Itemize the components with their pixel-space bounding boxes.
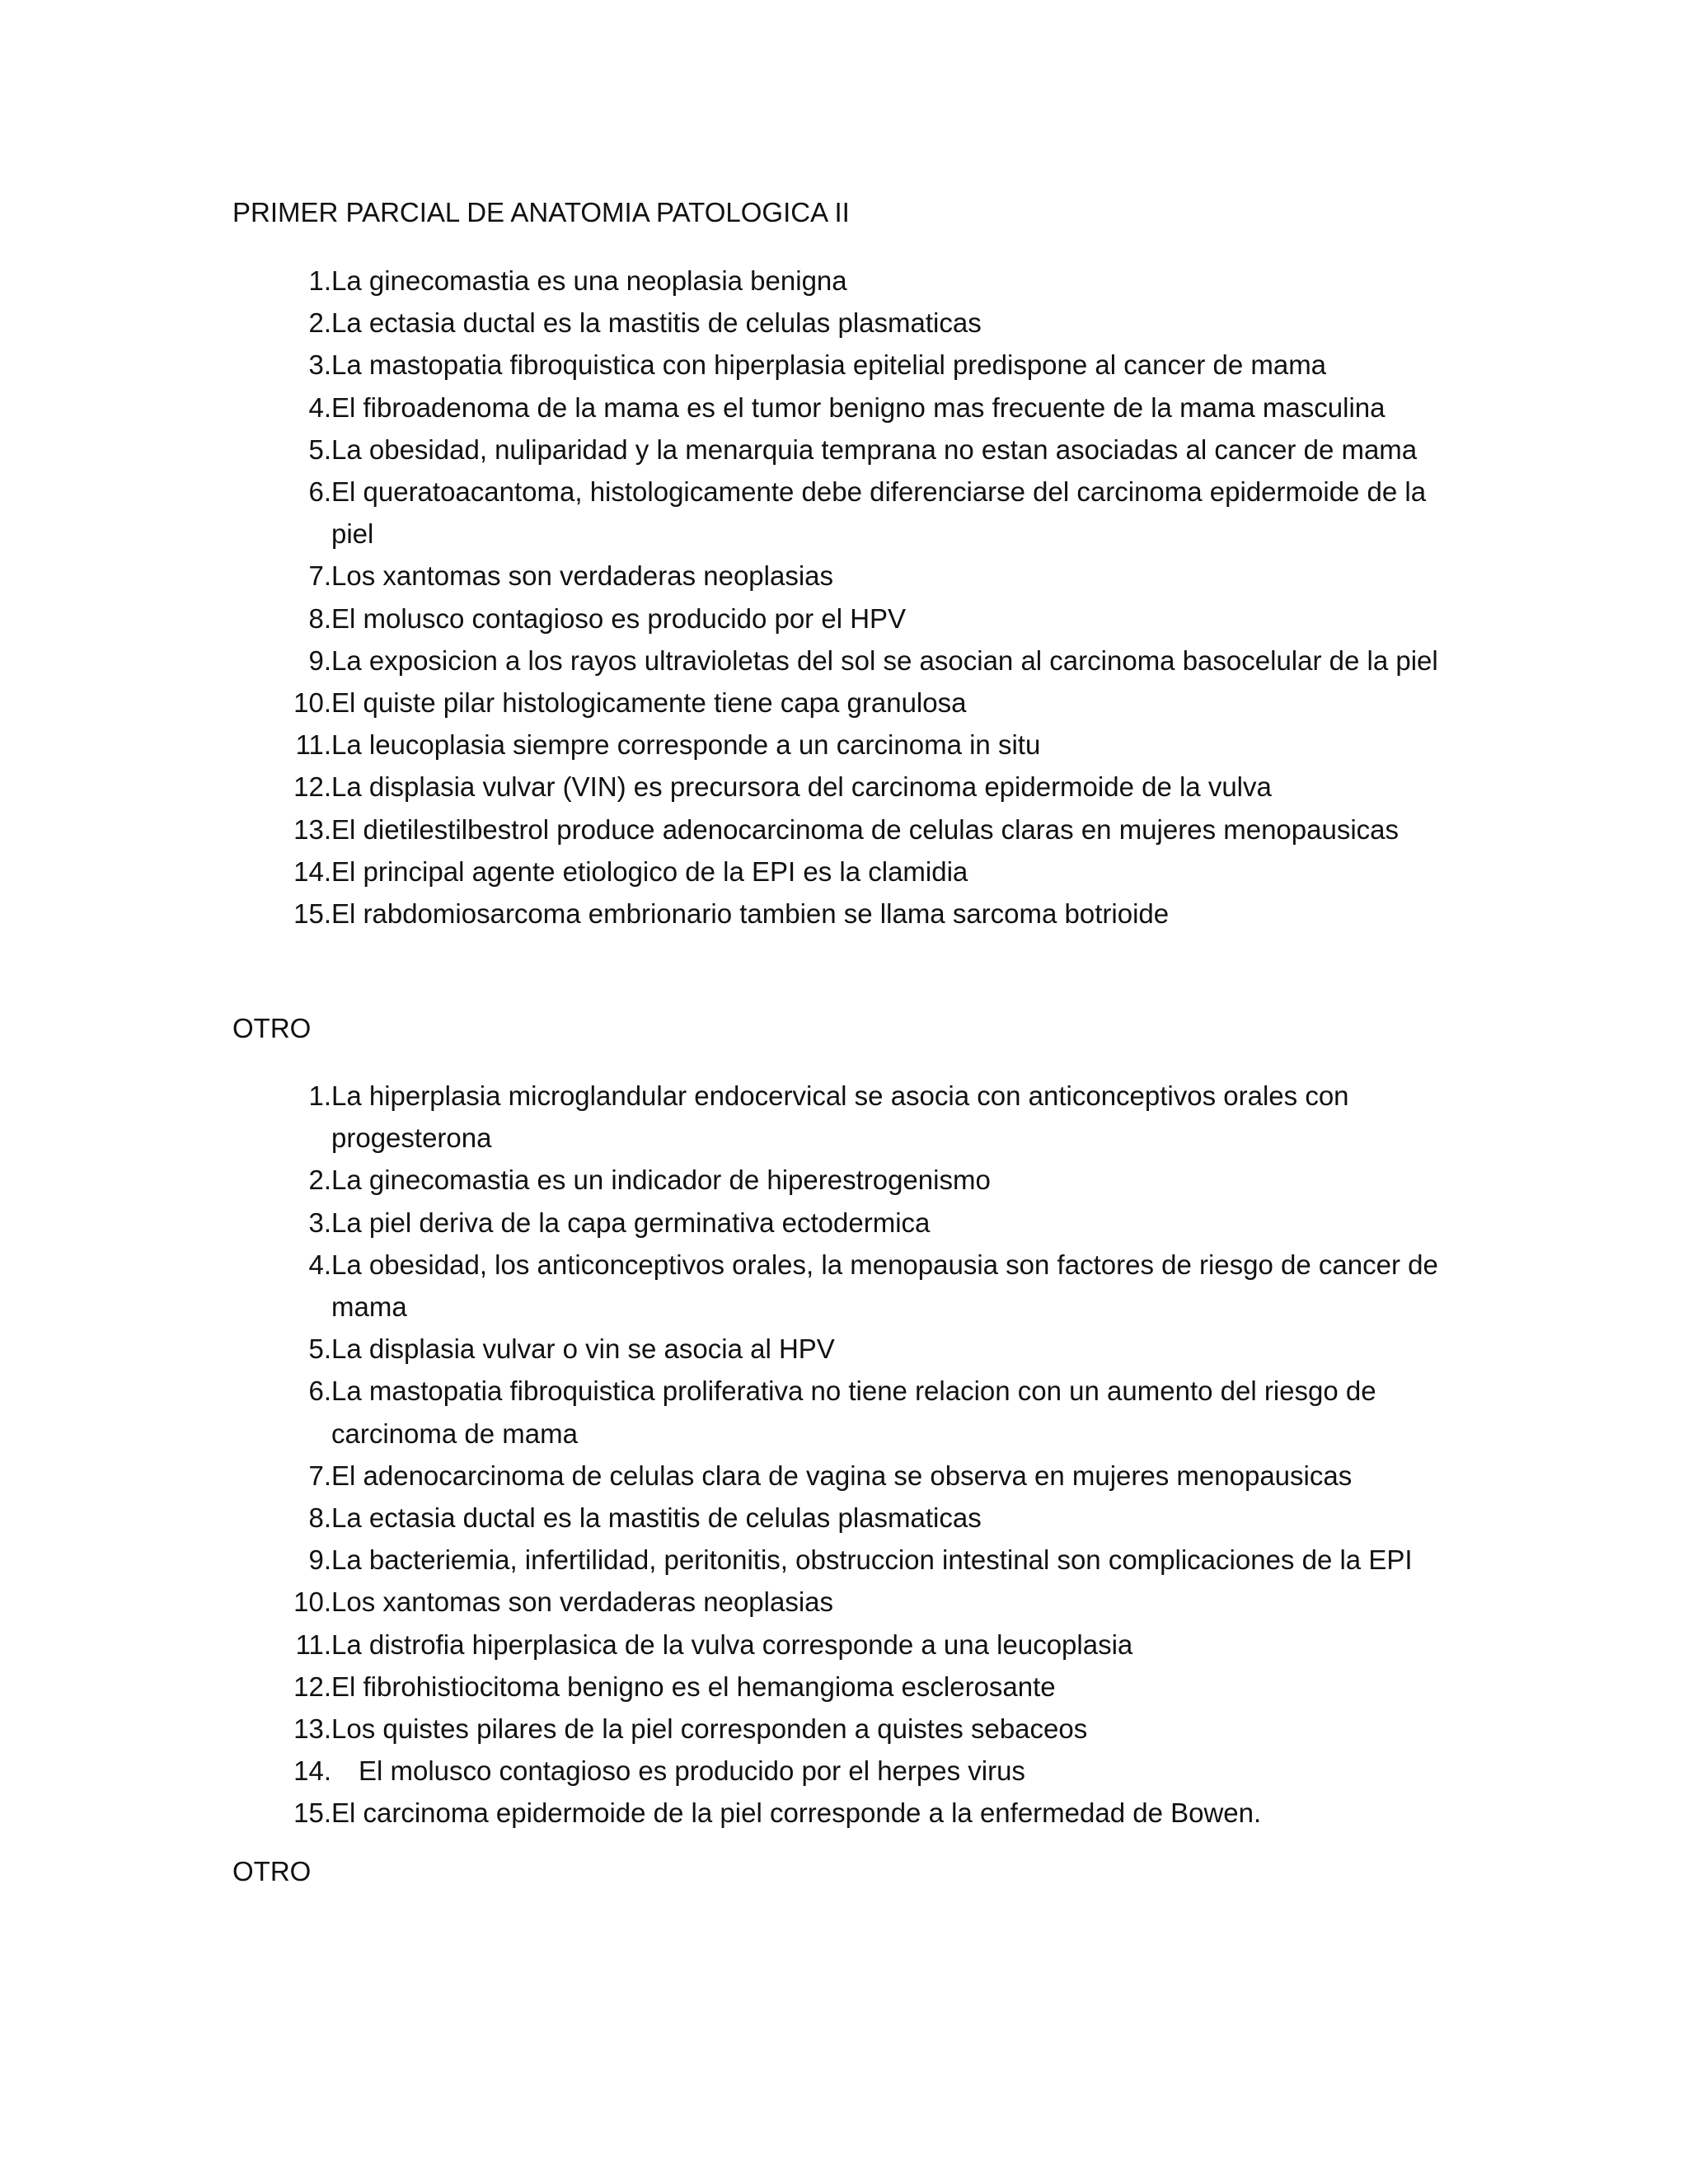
item-text: La ectasia ductal es la mastitis de celulas plasmaticas [331,1502,982,1534]
list-item [232,1792,1469,1834]
item-text: El molusco contagioso es producido por el herpes virus [359,1755,1025,1787]
item-number: 10. [293,1586,331,1618]
list-item [232,1666,1469,1708]
item-number: 3. [308,1207,331,1238]
list-item [232,1075,1469,1159]
list-item [232,1455,1469,1497]
item-number: 14. [293,1755,331,1787]
question-list-2 [232,1075,1469,1835]
section-heading-otro-2: OTRO [232,1856,312,1886]
item-text: La piel deriva de la capa germinativa ectodermica [331,1207,931,1238]
item-text: El dietilestilbestrol produce adenocarcinoma de celulas claras en mujeres menopausicas [331,813,1400,845]
item-text: El adenocarcinoma de celulas clara de vagina se observa en mujeres menopausicas [331,1460,1353,1491]
list-item [232,344,1469,386]
list-item [232,1539,1469,1581]
item-text: El queratoacantoma, histologicamente debe diferenciarse del carcinoma epidermoide de la piel [331,476,1427,550]
list-item [232,682,1469,724]
item-number: 12. [293,1671,331,1702]
item-text: El principal agente etiologico de la EPI es la clamidia [331,855,968,887]
list-item [232,766,1469,808]
list-item [232,1370,1469,1454]
item-number: 6. [308,476,331,508]
item-number: 7. [308,560,331,592]
item-text: La hiperplasia microglandular endocervical se asocia con anticonceptivos orales con progesterona [331,1080,1349,1154]
item-number: 2. [308,1165,331,1196]
list-item [232,724,1469,766]
item-number: 4. [308,391,331,423]
question-list-1 [232,260,1469,935]
item-text: La leucoplasia siempre corresponde a un carcinoma in situ [331,729,1041,761]
item-text: El molusco contagioso es producido por el HPV [331,602,907,634]
list-item [232,471,1469,555]
item-text: Los xantomas son verdaderas neoplasias [331,560,834,592]
list-item [232,1624,1469,1666]
list-item [232,260,1469,302]
list-item [232,1497,1469,1539]
item-number: 15. [293,898,331,930]
item-text: La bacteriemia, infertilidad, peritonitis, obstruccion intestinal son complicaciones de la EPI [331,1544,1413,1576]
item-text: Los quistes pilares de la piel corresponden a quistes sebaceos [331,1713,1088,1745]
item-number: 2. [308,307,331,339]
item-number: 9. [308,1544,331,1576]
list-item [232,598,1469,640]
list-item [232,640,1469,682]
list-item [232,893,1469,935]
item-number: 3. [308,349,331,381]
item-number: 13. [293,813,331,845]
item-number: 13. [293,1713,331,1745]
page-title: PRIMER PARCIAL DE ANATOMIA PATOLOGICA II [232,197,850,227]
item-text: La obesidad, nuliparidad y la menarquia temprana no estan asociadas al cancer de mama [331,434,1418,465]
item-text: La displasia vulvar o vin se asocia al HPV [331,1333,835,1365]
item-text: La mastopatia fibroquistica proliferativa no tiene relacion con un aumento del riesgo de carcinoma de mama [331,1376,1376,1449]
list-item [232,1328,1469,1370]
list-item [232,808,1469,851]
list-item [232,1708,1469,1750]
item-text: La distrofia hiperplasica de la vulva corresponde a una leucoplasia [331,1629,1133,1660]
item-number: 11. [295,1629,331,1660]
item-text: El fibrohistiocitoma benigno es el hemangioma esclerosante [331,1671,1056,1702]
item-text: La ginecomastia es un indicador de hiperestrogenismo [331,1165,991,1196]
item-text: El quiste pilar histologicamente tiene capa granulosa [331,687,967,719]
item-number: 1. [308,265,331,296]
item-number: 6. [308,1376,331,1407]
item-number: 5. [308,434,331,465]
item-text: La exposicion a los rayos ultravioletas del sol se asocian al carcinoma basocelular de la piel [331,644,1438,676]
item-number: 8. [308,602,331,634]
item-text: El rabdomiosarcoma embrionario tambien se llama sarcoma botrioide [331,898,1170,930]
item-text: La mastopatia fibroquistica con hiperplasia epitelial predispone al cancer de mama [331,349,1327,381]
item-text: Los xantomas son verdaderas neoplasias [331,1586,834,1618]
list-item [232,555,1469,597]
item-number: 8. [308,1502,331,1534]
item-number: 9. [308,644,331,676]
item-text: La ginecomastia es una neoplasia benigna [331,265,847,296]
item-text: El carcinoma epidermoide de la piel corresponde a la enfermedad de Bowen. [331,1797,1262,1829]
list-item [232,1750,1469,1792]
item-text: La ectasia ductal es la mastitis de celulas plasmaticas [331,307,982,339]
item-number: 4. [308,1249,331,1280]
list-item [232,1202,1469,1244]
section-heading-otro: OTRO [232,1013,312,1043]
list-item [232,302,1469,344]
list-item [232,1581,1469,1623]
item-number: 7. [308,1460,331,1491]
list-item [232,1244,1469,1328]
item-number: 11. [295,729,331,761]
item-text: La displasia vulvar (VIN) es precursora del carcinoma epidermoide de la vulva [331,771,1272,803]
list-item [232,387,1469,429]
list-item [232,851,1469,893]
list-item [232,429,1469,471]
item-number: 1. [308,1080,331,1111]
item-number: 5. [308,1333,331,1365]
list-item [232,1159,1469,1201]
item-text: La obesidad, los anticonceptivos orales, la menopausia son factores de riesgo de cancer de mama [331,1249,1438,1323]
item-number: 10. [293,687,331,719]
item-number: 15. [293,1797,331,1829]
item-number: 12. [293,771,331,803]
item-text: El fibroadenoma de la mama es el tumor benigno mas frecuente de la mama masculina [331,391,1386,423]
item-number: 14. [293,855,331,887]
